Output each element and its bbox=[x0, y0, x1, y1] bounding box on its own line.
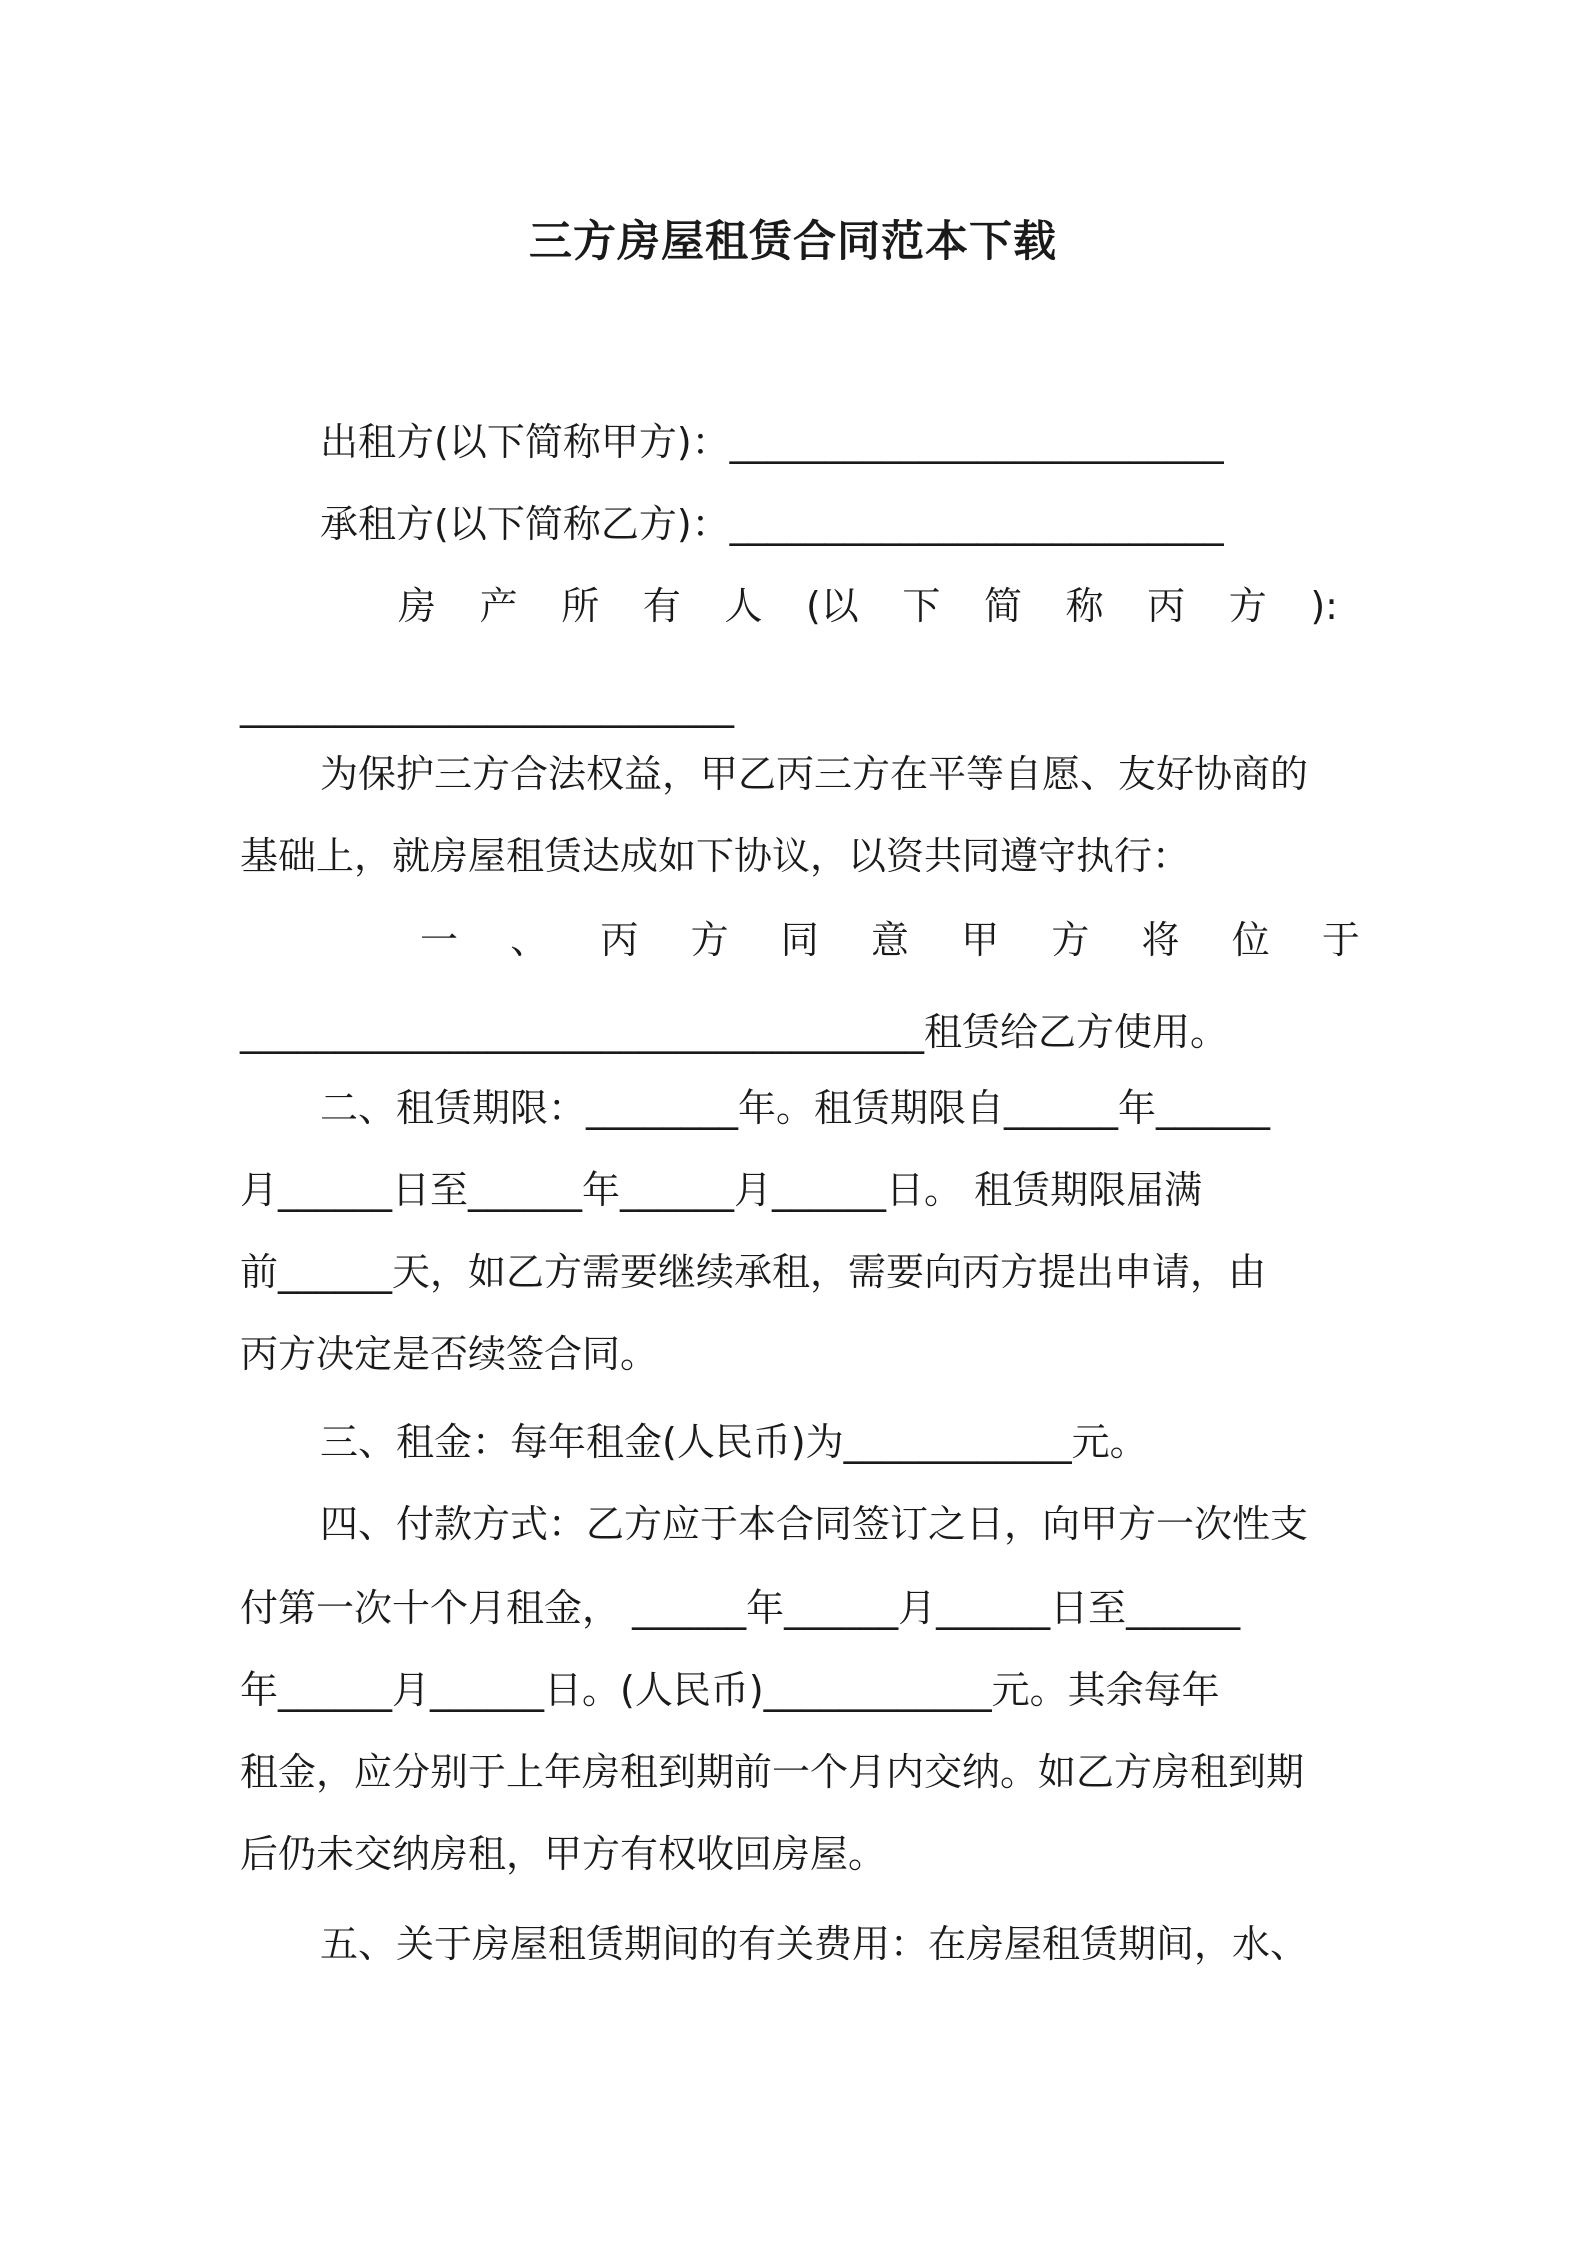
owner-char: 丙 bbox=[1147, 584, 1186, 628]
owner-char: 房 bbox=[398, 584, 437, 628]
clause4-line-3: 年______月______日。(人民币)____________元。其余每年 bbox=[240, 1668, 1220, 1712]
clause2-line-2: 月______日至______年______月______日。 租赁期限届满 bbox=[240, 1168, 1203, 1212]
owner-char: ): bbox=[1310, 584, 1338, 628]
lessor-line: 出租方(以下简称甲方)：__________________________ bbox=[320, 420, 1224, 464]
clause1-char: 丙 bbox=[600, 918, 639, 962]
clause5-line-1: 五、关于房屋租赁期间的有关费用：在房屋租赁期间，水、 bbox=[320, 1922, 1309, 1966]
owner-line bbox=[398, 576, 1338, 636]
clause2-line-1: 二、租赁期限：________年。租赁期限自______年______ bbox=[320, 1086, 1271, 1130]
clause1-char: 、 bbox=[510, 918, 549, 962]
clause1-char: 将 bbox=[1141, 918, 1180, 962]
preamble-line-1: 为保护三方合法权益，甲乙丙三方在平等自愿、友好协商的 bbox=[320, 752, 1309, 796]
owner-char: (以 bbox=[805, 584, 859, 628]
clause4-line-2: 付第一次十个月租金， ______年______月______日至______ bbox=[240, 1586, 1241, 1630]
owner-char: 方 bbox=[1228, 584, 1267, 628]
clause4-line-4: 租金，应分别于上年房租到期前一个月内交纳。如乙方房租到期 bbox=[240, 1750, 1305, 1794]
owner-char: 所 bbox=[561, 584, 600, 628]
owner-char: 人 bbox=[724, 584, 763, 628]
clause2-line-4: 丙方决定是否续签合同。 bbox=[240, 1332, 659, 1376]
preamble-line-2: 基础上，就房屋租赁达成如下协议，以资共同遵守执行： bbox=[240, 834, 1191, 878]
owner-char: 称 bbox=[1065, 584, 1104, 628]
owner-blank: __________________________ bbox=[240, 684, 734, 728]
clause1-line-1 bbox=[420, 910, 1360, 970]
clause1-char: 同 bbox=[780, 918, 819, 962]
clause4-line-1: 四、付款方式：乙方应于本合同签订之日，向甲方一次性支 bbox=[320, 1502, 1309, 1546]
clause1-char: 位 bbox=[1231, 918, 1270, 962]
clause2-line-3: 前______天，如乙方需要继续承租，需要向丙方提出申请，由 bbox=[240, 1250, 1267, 1294]
owner-char: 产 bbox=[479, 584, 518, 628]
owner-char: 简 bbox=[983, 584, 1022, 628]
clause1-char: 方 bbox=[690, 918, 729, 962]
clause1-line-2: ____________________________________租赁给乙方使用。 bbox=[240, 1010, 1229, 1054]
owner-char: 有 bbox=[642, 584, 681, 628]
clause1-char: 意 bbox=[870, 918, 909, 962]
document-title: 三方房屋租赁合同范本下载 bbox=[529, 217, 1057, 267]
lessee-line: 承租方(以下简称乙方)：__________________________ bbox=[320, 502, 1224, 546]
clause1-char: 甲 bbox=[961, 918, 1000, 962]
clause4-line-5: 后仍未交纳房租，甲方有权收回房屋。 bbox=[240, 1832, 887, 1876]
clause1-char: 一 bbox=[420, 918, 459, 962]
owner-char: 下 bbox=[902, 584, 941, 628]
clause1-char: 方 bbox=[1051, 918, 1090, 962]
clause1-char: 于 bbox=[1321, 918, 1360, 962]
clause3-line-1: 三、租金：每年租金(人民币)为____________元。 bbox=[320, 1420, 1148, 1464]
